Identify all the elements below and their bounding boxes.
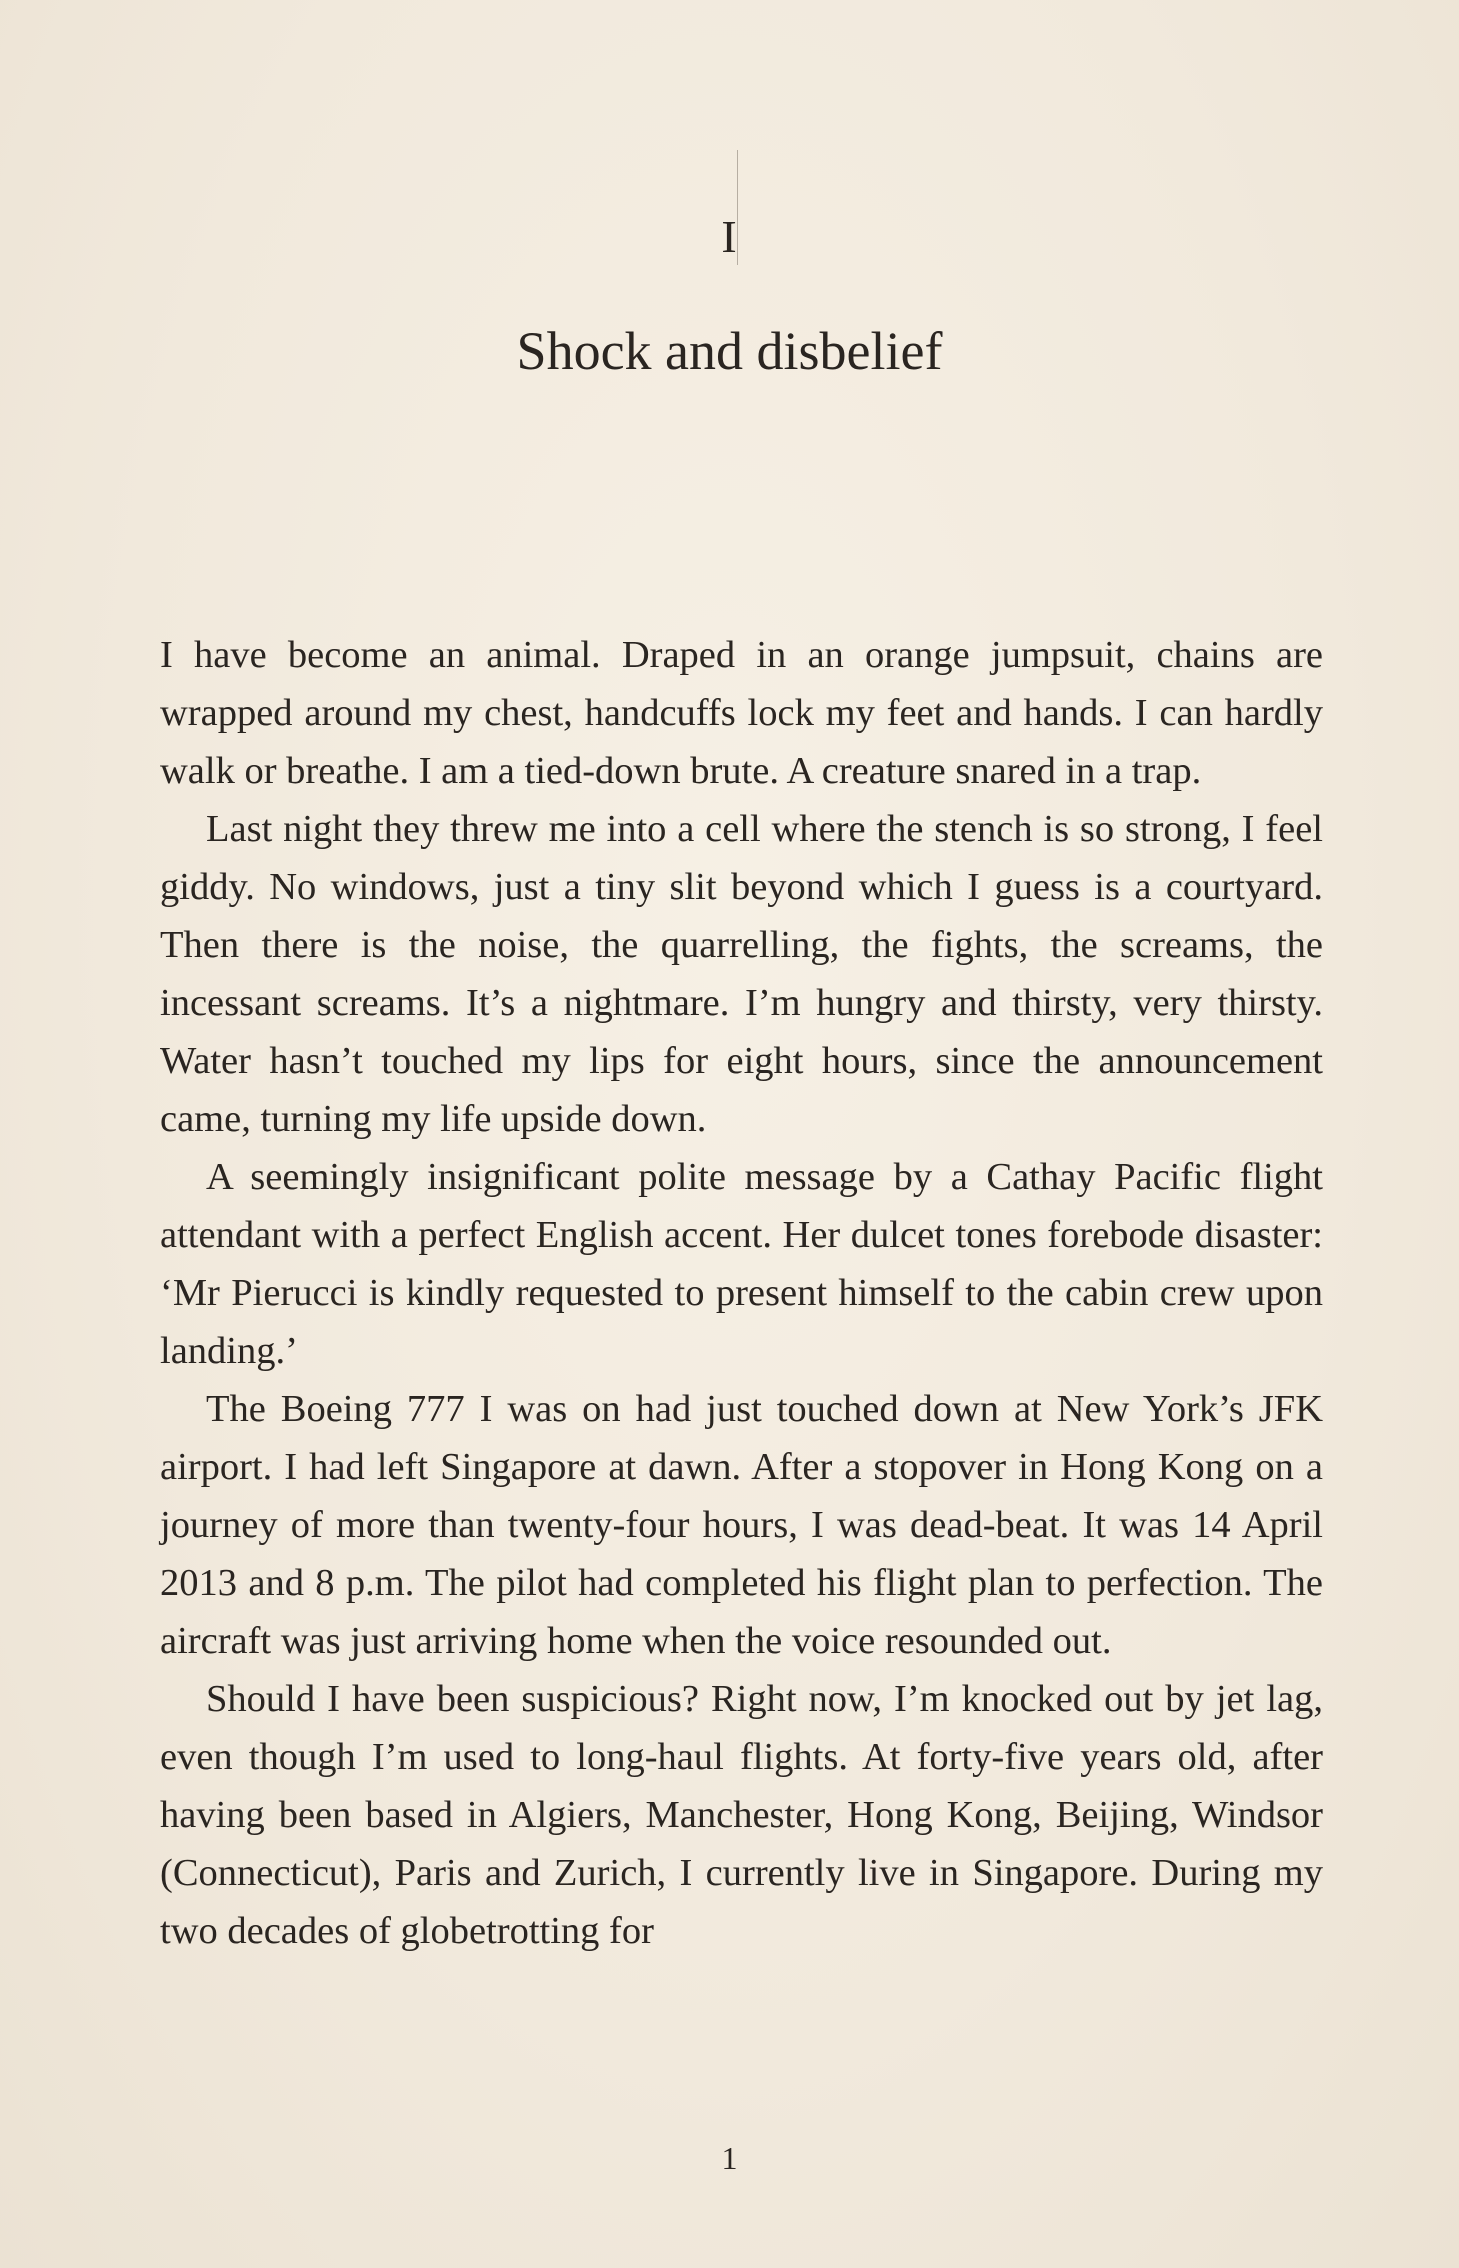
paragraph: Last night they threw me into a cell where the stench is so strong, I feel giddy. No windows, just a tiny slit beyond which I guess is a courtyard. Then there is the noise, the quarrelling, the fights, the screams, the incessant screams. It’s a nightmare. I’m hungry and thirsty, very thirsty. Water hasn’t touched my lips for eight hours, since the announcement came, turning my life upside down. [160, 808, 1323, 1140]
chapter-number: I [721, 211, 738, 262]
paragraph: Should I have been suspicious? Right now, I’m knocked out by jet lag, even though I’m used to long-haul flights. At forty-five years old, after having been based in Algiers, Manchester, Hong Kong, Beijing, Windsor (Connecticut), Paris and Zurich, I currently live in Singapore. During my two decades of globetrotting for [160, 1678, 1323, 1952]
page-number: 1 [721, 2140, 738, 2176]
paragraph: A seemingly insignificant polite message by a Cathay Pacific flight attendant with a perfect English accent. Her dulcet tones forebode disaster: ‘Mr Pierucci is kindly requested to present himself to the cabin crew upon landing.’ [160, 1156, 1323, 1372]
paragraph: I have become an animal. Draped in an orange jumpsuit, chains are wrapped around my chest, handcuffs lock my feet and hands. I can hardly walk or breathe. I am a tied-down brute. A creature snared in a trap. [160, 634, 1323, 792]
paragraph: The Boeing 777 I was on had just touched down at New York’s JFK airport. I had left Singapore at dawn. After a stopover in Hong Kong on a journey of more than twenty-four hours, I was dead-beat. It was 14 April 2013 and 8 p.m. The pilot had completed his flight plan to perfection. The aircraft was just arriving home when the voice resounded out. [160, 1388, 1323, 1662]
chapter-body [160, 626, 1323, 1960]
chapter-title: Shock and disbelief [516, 321, 943, 381]
